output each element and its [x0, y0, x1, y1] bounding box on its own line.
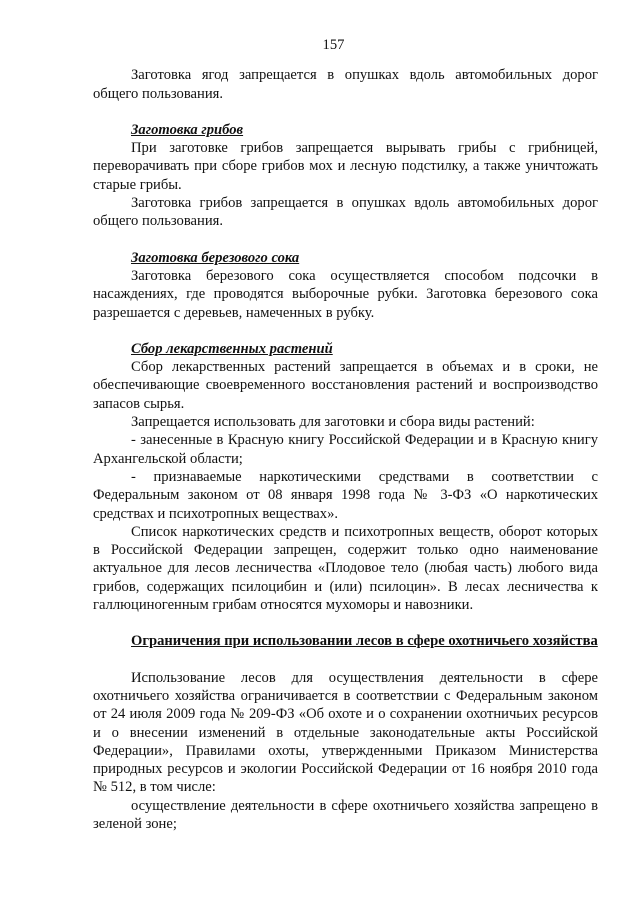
list-item-narcotic: - признаваемые наркотическими средствами в соответствии с Федеральным законом от 08 января 1998 года № 3-ФЗ «О наркотических средствах и психотропных веществах». [93, 468, 598, 522]
paragraph-mushrooms-1: При заготовке грибов запрещается вырывать грибы с грибницей, переворачивать при сборе грибов мох и лесную подстилку, а также уничтожать старые грибы. [93, 140, 598, 193]
paragraph-medicinal-1: Сбор лекарственных растений запрещается в объемах и в сроки, не обеспечивающие своевременного восстановления растений и воспроизводство запасов сырья. [93, 359, 598, 412]
heading-birch-sap: Заготовка березового сока [131, 249, 300, 266]
paragraph-mushrooms-2: Заготовка грибов запрещается в опушках вдоль автомобильных дорог общего пользования. [93, 195, 598, 230]
heading-medicinal-plants: Сбор лекарственных растений [131, 340, 333, 357]
paragraph-hunting-2: осуществление деятельности в сфере охотничьего хозяйства запрещено в зеленой зоне; [93, 797, 598, 832]
paragraph-narcotics-list: Список наркотических средств и психотропных веществ, оборот которых в Российской Федерации запрещен, содержит только одно наименование актуальное для лесов лесничества «Плодовое тело (любая часть) любого вида грибов, содержащих псилоцибин и (или) псилоцин». В лесах лесничества к галлюциногенным грибам относятся мухоморы и навозники. [93, 523, 598, 614]
paragraph-medicinal-2: Запрещается использовать для заготовки и сбора виды растений: [131, 414, 535, 431]
paragraph-hunting-1: Использование лесов для осуществления деятельности в сфере охотничьего хозяйства ограничивается в соответствии с Федеральным законом от 24 июля 2009 года № 209-ФЗ «Об охоте и о сохранении охотничьих ресурсов и о внесении изменений в отдельные законодательные акты Российской Федерации», Правилами охоты, утвержденными Приказом Министерства природных ресурсов и экологии Российской Федерации от 16 ноября 2010 года № 512, в том числе: [93, 669, 598, 796]
heading-hunting: Ограничения при использовании лесов в сфере охотничьего хозяйства [131, 633, 598, 650]
list-item-red-book: - занесенные в Красную книгу Российской Федерации и в Красную книгу Архангельской области; [93, 432, 598, 467]
paragraph-berries: Заготовка ягод запрещается в опушках вдоль автомобильных дорог общего пользования. [93, 67, 598, 102]
paragraph-birch-sap: Заготовка березового сока осуществляется способом подсочки в насаждениях, где проводятся выборочные рубки. Заготовка березового сока разрешается с деревьев, намеченных в рубку. [93, 267, 598, 321]
page-number: 157 [322, 37, 345, 53]
heading-mushrooms: Заготовка грибов [131, 121, 244, 138]
